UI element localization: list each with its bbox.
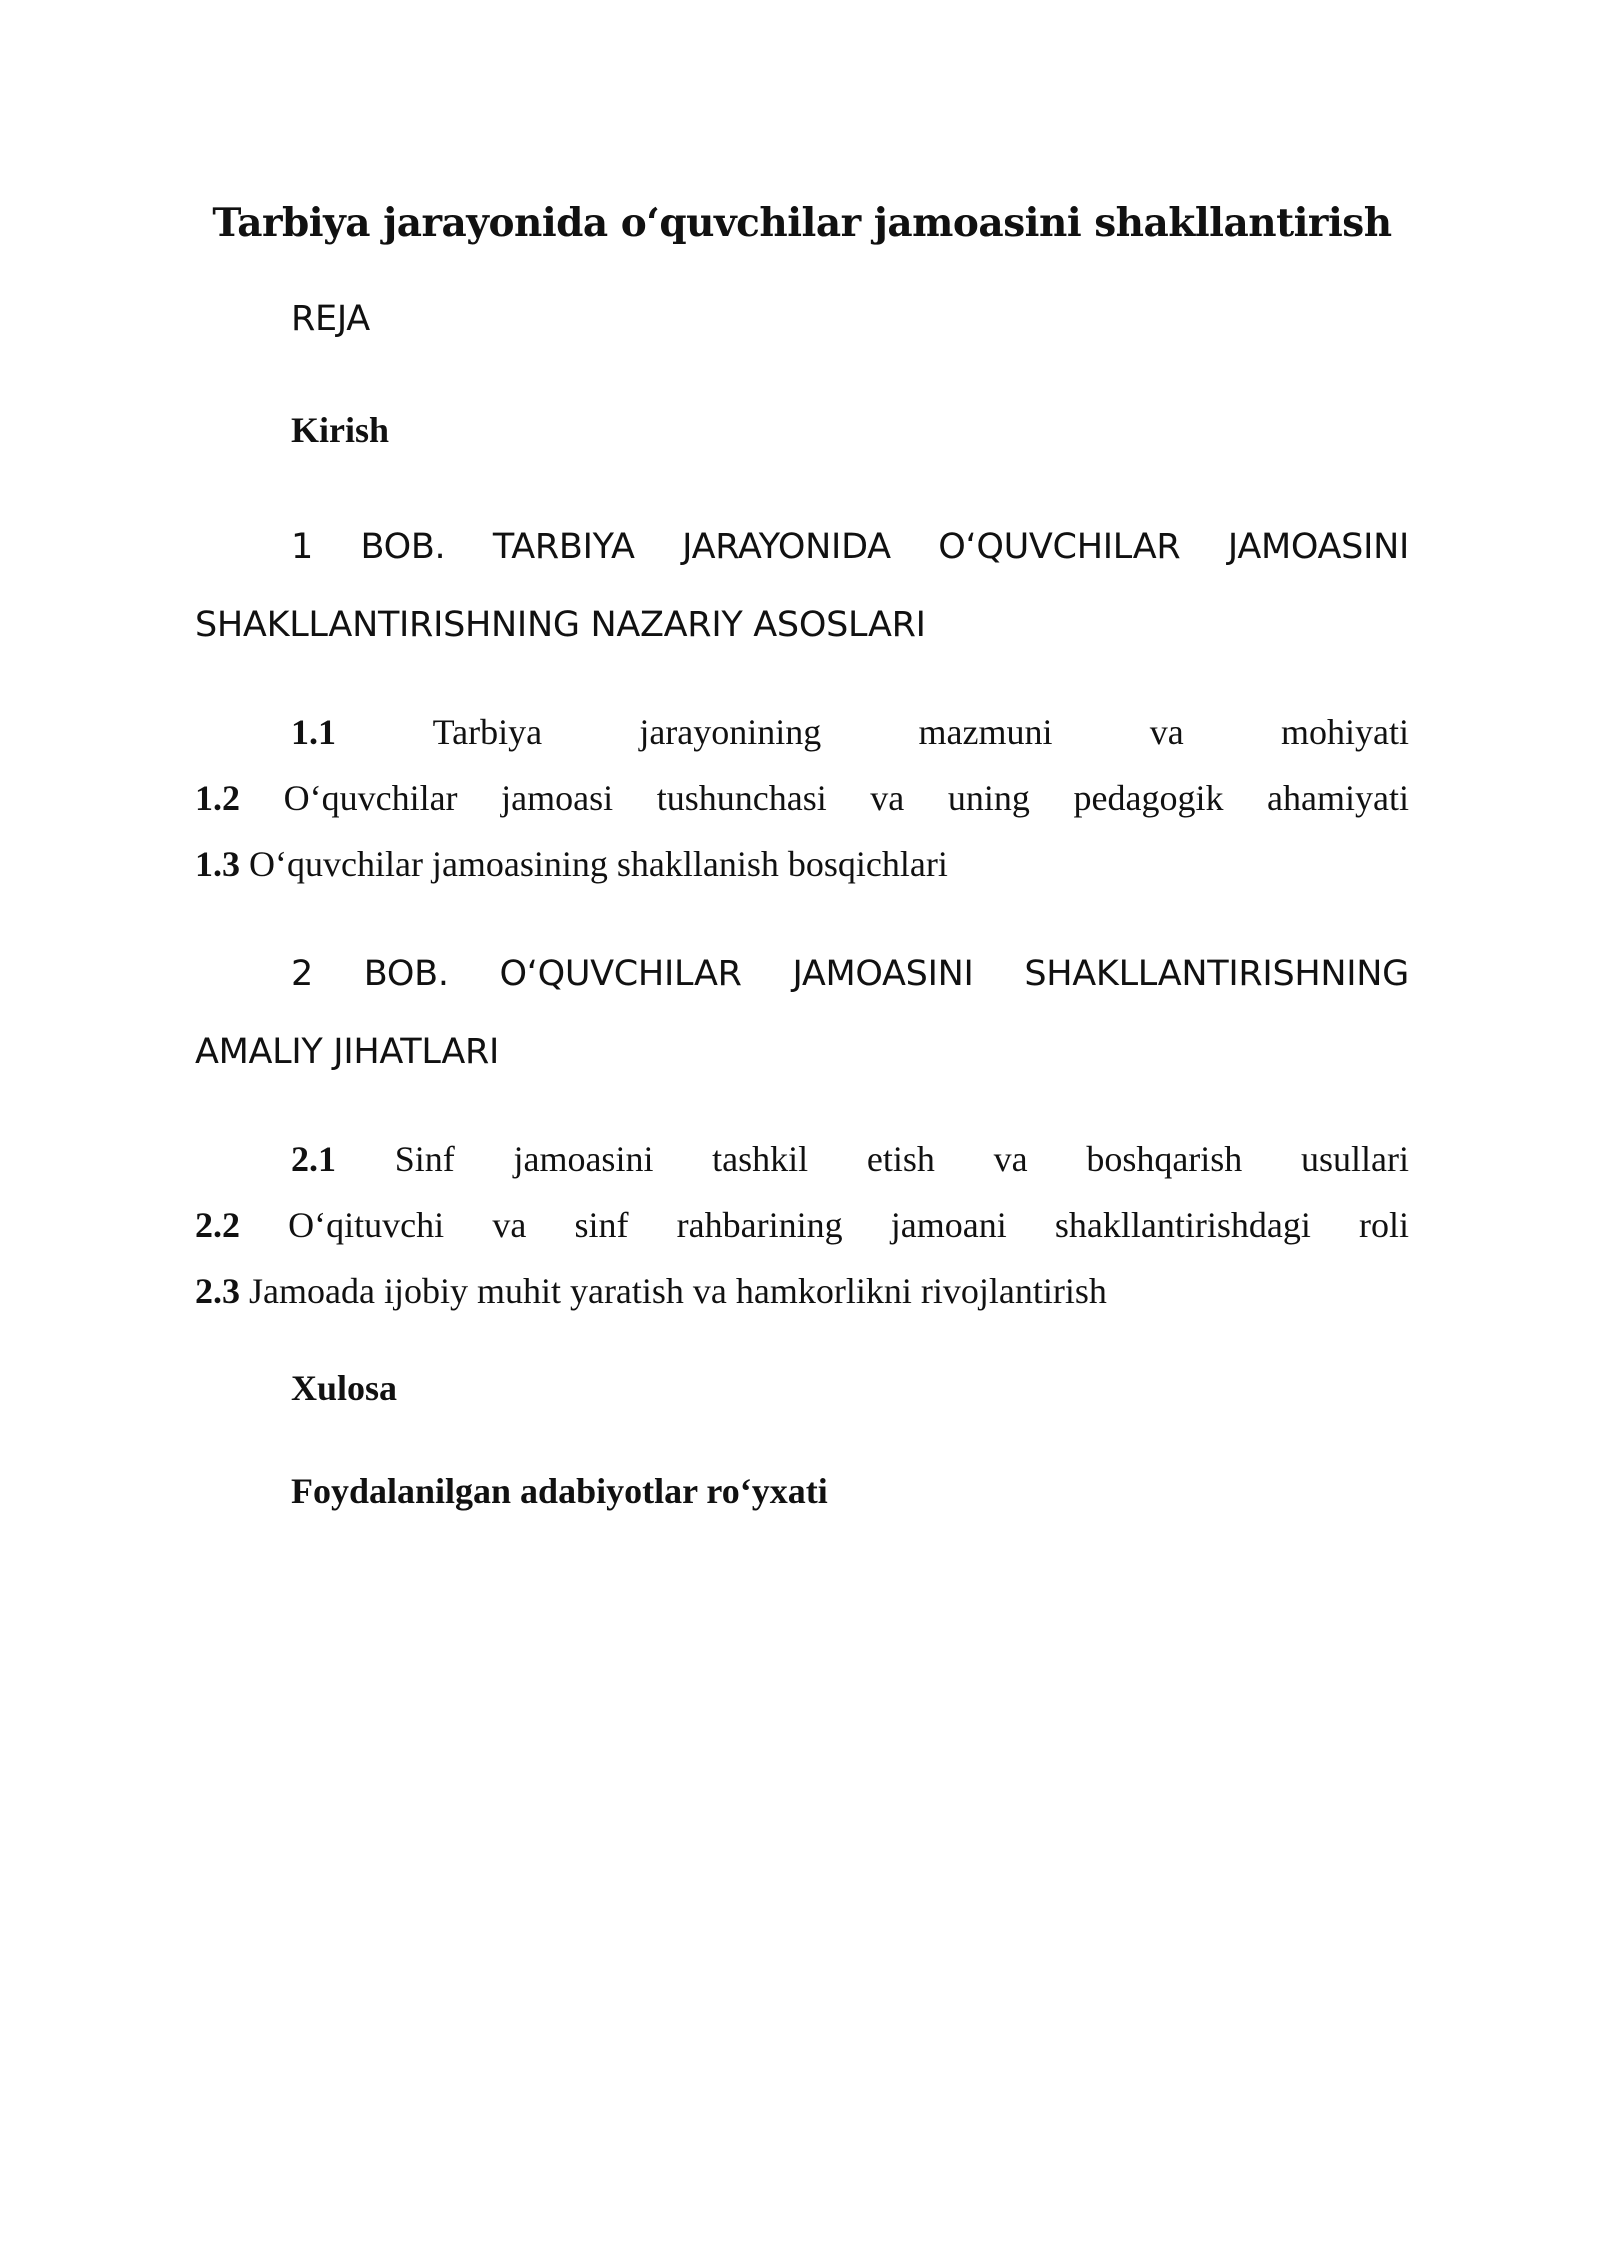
section-title: O‘qituvchi va sinf rahbarining jamoani shakllantirishdagi roli: [288, 1205, 1409, 1245]
section-number: 1.2: [195, 778, 240, 818]
chapter-2-line-2: AMALIY JIHATLARI: [195, 1032, 500, 1072]
plan-heading: [195, 292, 1409, 346]
section-title: Sinf jamoasini tashkil etish va boshqarish usullari: [394, 1139, 1410, 1179]
section-2-1: [195, 1126, 1409, 1192]
chapter-1-line-1: 1 BOB. TARBIYA JARAYONIDA O‘QUVCHILAR JAMOASINI: [291, 527, 1409, 567]
chapter-1-sections: [195, 699, 1409, 897]
section-title: O‘quvchilar jamoasi tushunchasi va uning pedagogik ahamiyati: [283, 778, 1409, 818]
conclusion-heading: [195, 1362, 1409, 1414]
chapter-1-line-2: SHAKLLANTIRISHNING NAZARIY ASOSLARI: [195, 605, 926, 645]
section-number: 2.3: [195, 1271, 240, 1311]
document-title: Tarbiya jarayonida o‘quvchilar jamoasini shakllantirish: [212, 200, 1392, 246]
intro-heading: [195, 404, 1409, 456]
section-number: 2.2: [195, 1205, 240, 1245]
section-title: Jamoada ijobiy muhit yaratish va hamkorlikni rivojlantirish: [249, 1271, 1107, 1311]
references-heading: [195, 1465, 1409, 1517]
section-number: 1.1: [291, 712, 336, 752]
chapter-2-sections: [195, 1126, 1409, 1324]
section-title: O‘quvchilar jamoasining shakllanish bosqichlari: [249, 844, 948, 884]
section-number: 2.1: [291, 1139, 336, 1179]
chapter-1-heading: [195, 508, 1409, 664]
section-2-3: [195, 1258, 1409, 1324]
section-2-2: [195, 1192, 1409, 1258]
adabiyotlar-label: Foydalanilgan adabiyotlar ro‘yxati: [291, 1471, 828, 1511]
section-1-3: [195, 831, 1409, 897]
xulosa-label: Xulosa: [291, 1368, 398, 1408]
chapter-2-line-1: 2 BOB. O‘QUVCHILAR JAMOASINI SHAKLLANTIRISHNING: [291, 954, 1409, 994]
kirish-label: Kirish: [291, 410, 390, 450]
section-number: 1.3: [195, 844, 240, 884]
reja-label: REJA: [291, 299, 370, 339]
section-1-2: [195, 765, 1409, 831]
section-1-1: [195, 699, 1409, 765]
chapter-2-heading: [195, 935, 1409, 1091]
section-title: Tarbiya jarayonining mazmuni va mohiyati: [432, 712, 1409, 752]
